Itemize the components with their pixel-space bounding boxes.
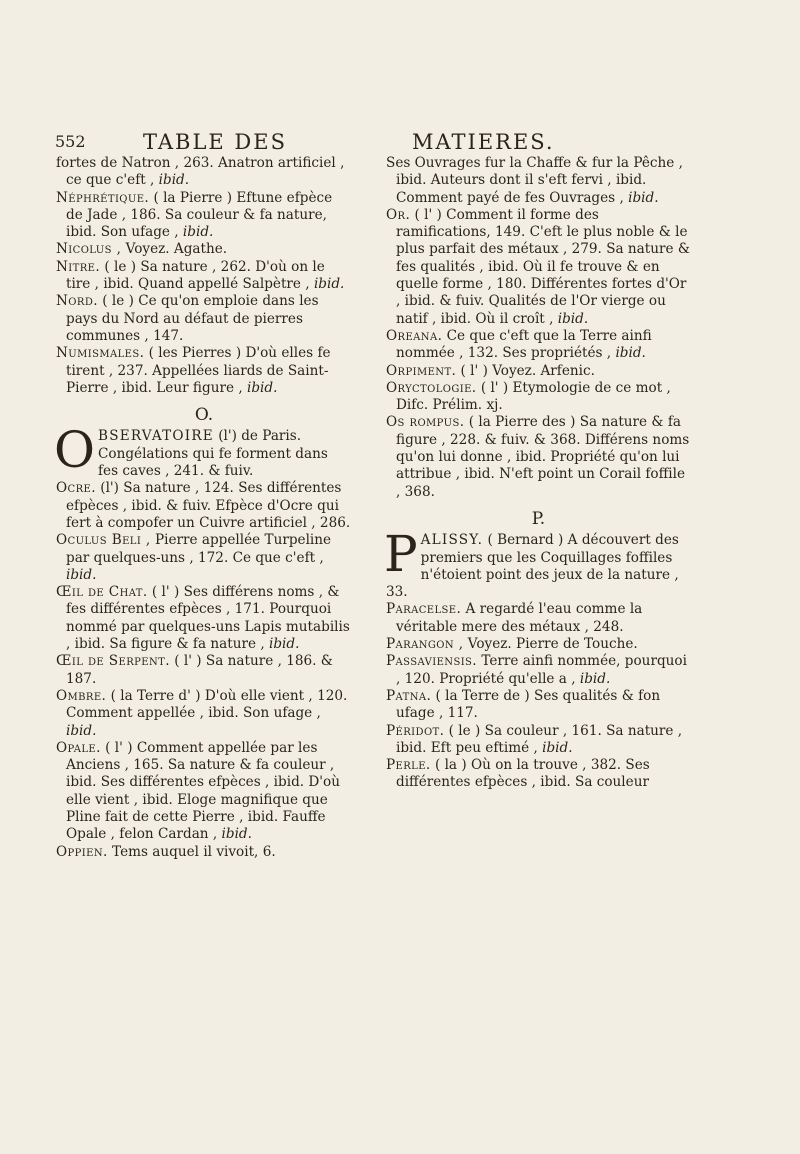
entry-headword: Oryctologie. (386, 379, 477, 396)
entry-headword: Nord. (56, 293, 98, 310)
entry-headword: Paracelse. (386, 601, 462, 618)
index-entry (386, 414, 691, 500)
running-header (55, 130, 735, 156)
entry-headword: Péridot. (386, 722, 445, 739)
entry-text: ( l' ) Ses différens noms , & fes différentes efpèces , 171. Pourquoi nommé par quelques-uns Lapis mutabilis , ibid. Sa figure & fa nature , (66, 584, 350, 653)
entry-headword: Oppien. (56, 843, 108, 860)
entry-text: ( l' ) Sa nature , 186. & 187. (66, 653, 333, 687)
entry-headword: Perle. (386, 757, 431, 774)
entry-headword: Œil de Chat. (56, 584, 148, 601)
entry-headword: Oculus Beli , (56, 532, 151, 549)
entries-before-o (56, 155, 352, 397)
entry-text: ( les Pierres ) D'où elles fe tirent , 237. Appellées liards de Saint-Pierre , ibid. Leur figure , (66, 345, 331, 396)
entry-headword: Ocre. (56, 480, 96, 497)
entry-text: A regardé l'eau comme la véritable mere des métaux , 248. (396, 601, 643, 635)
index-entry (56, 653, 352, 688)
entry-reference: ibid. (313, 276, 345, 293)
entry-text: ( la Pierre des ) Sa nature & fa figure , 228. & fuiv. & 368. Différens noms qu'on lui donne , ibid. Propriété qu'on lui attribue , ibid. N'eft point un Corail foffile , 368. (396, 414, 690, 500)
entry-headword: Néphrétique. (56, 189, 150, 206)
entry-reference: ibid. (246, 379, 278, 396)
index-entry (56, 293, 352, 345)
entry-reference: ibid. (579, 670, 611, 687)
entry-text: ( l' ) Comment appellée par les Anciens , 165. Sa nature & fa couleur , ibid. Ses différentes efpèces , ibid. D'où elle vient , ibid. Eloge magnifique que Pline fait de cette Pierre , ibid. Fauffe Opale , felon Cardan , (66, 739, 340, 843)
entry-headword: Os rompus. (386, 414, 465, 431)
drop-entry-first-word: BSERVATOIRE (98, 428, 214, 445)
entry-text: (l') Sa nature , 124. Ses différentes efpèces , ibid. & fuiv. Efpèce d'Ocre qui fert à compofer un Cuivre artificiel , 286. (66, 480, 351, 531)
entry-text: ( l' ) Etymologie de ce mot , Difc. Prélim. xj. (396, 379, 671, 414)
entry-text: Voyez. Pierre de Touche. (463, 636, 638, 653)
index-entry (386, 380, 691, 415)
index-entry (56, 584, 352, 653)
entry-reference: ibid. (182, 224, 214, 241)
entry-reference: ibid. (158, 172, 190, 189)
index-entry (386, 155, 691, 207)
entry-reference: ibid. (66, 566, 97, 583)
index-entry (386, 601, 691, 636)
entry-headword: Oreana. (386, 327, 443, 344)
drop-entry-first-word: ALISSY. (420, 532, 484, 549)
drop-capital: O (54, 421, 95, 480)
entry-headword: Opale. (56, 739, 101, 756)
entry-text: Ce que c'eft que la Terre ainfi nommée , 132. Ses propriétés , (396, 327, 652, 362)
entry-text: Pierre appellée Turpeline par quelques-uns , 172. Ce que c'eft , (66, 532, 332, 566)
entry-text: ( le ) Sa nature , 262. D'où on le tire , ibid. Quand appellé Salpètre , (66, 258, 325, 293)
entry-text: ( l' ) Comment il forme des ramifications, 149. C'eft le plus noble & le plus parfait des métaux , 279. Sa nature & fes qualités , ibid. Où il fe trouve & en quelle forme , 180. Différentes fortes d'Or , ibid. & fuiv. Qualités de l'Or vierge ou natif , ibid. Où il croît , (396, 206, 690, 327)
entry-headword: Or. (386, 206, 411, 223)
entry-text: Terre ainfi nommée, pourquoi , 120. Propriété qu'elle a , (396, 653, 687, 687)
drop-entry-text: (l') de Paris. Congélations qui fe forment dans fes caves , 241. & fuiv. (98, 428, 328, 480)
entry-headword: Nicolus , (56, 241, 122, 258)
entry-text: Tems auquel il vivoit, 6. (107, 843, 276, 860)
right-column (386, 155, 691, 792)
entry-headword: Nitre. (56, 258, 101, 275)
index-entry (56, 259, 352, 294)
entry-text: ( la Terre d' ) D'où elle vient , 120. Comment appellée , ibid. Son ufage , (66, 687, 348, 722)
entry-headword: Ombre. (56, 687, 107, 704)
entry-headword: Patna. (386, 687, 432, 704)
section-letter-o: O. (194, 405, 214, 426)
entry-reference: ibid. (66, 722, 97, 739)
entry-text: ( le ) Ce qu'on emploie dans les pays du Nord au défaut de pierres communes , 147. (66, 293, 319, 344)
index-entry (386, 757, 691, 792)
index-entry (56, 532, 352, 584)
index-entry (56, 740, 352, 844)
entry-headword: Œil de Serpent. (56, 653, 170, 670)
drop-entry-text: ( Bernard ) A découvert des premiers que les Coquillages foffiles n'étoient point des jeux de la nature , 33. (386, 532, 679, 601)
entry-text: ( la ) Où on la trouve , 382. Ses différentes efpèces , ibid. Sa couleur (396, 757, 650, 791)
entry-text: ( la Pierre ) Eftune efpèce de Jade , 186. Sa couleur & fa nature, ibid. Son ufage , (66, 189, 333, 241)
index-entry (56, 241, 352, 258)
index-entry (386, 636, 691, 653)
entry-text: Voyez. Agathe. (121, 241, 228, 258)
index-entry (386, 653, 691, 688)
header-title-left: TABLE DES (143, 130, 287, 154)
index-entry (56, 345, 352, 397)
left-column (56, 155, 352, 861)
entry-headword: Parangon , (386, 636, 464, 653)
index-entry (56, 155, 352, 190)
index-entry (386, 363, 691, 380)
drop-capital: P (384, 525, 418, 584)
header-title-right: MATIERES. (412, 130, 555, 154)
index-entry (56, 480, 352, 532)
index-entry (56, 844, 352, 861)
index-entry (386, 207, 691, 328)
entry-text: ( l' ) Voyez. Arfenic. (456, 362, 595, 379)
entry-headword: Orpiment. (386, 362, 457, 379)
index-entry (386, 688, 691, 723)
entries-after-o (56, 480, 352, 861)
entry-text: ( la Terre de ) Ses qualités & fon ufage , 117. (396, 687, 661, 722)
entry-reference: ibid. (268, 636, 300, 653)
index-entry (56, 190, 352, 242)
entry-text: fortes de Natron , 263. Anatron artificiel , ce que c'eft , (56, 155, 345, 189)
entry-reference: ibid. (221, 826, 252, 843)
entry-reference: ibid. (542, 739, 573, 756)
entries-before-p (386, 155, 691, 501)
page-number: 552 (55, 132, 86, 151)
index-entry (56, 688, 352, 740)
entry-text: Ses Ouvrages fur la Chaffe & fur la Pêche , ibid. Auteurs dont il s'eft fervi , ibid. Comment payé de fes Ouvrages , (386, 155, 683, 206)
entry-headword: Numismales. (56, 345, 145, 362)
entry-reference: ibid. (628, 189, 659, 206)
drop-entry-observatoire (54, 421, 352, 480)
index-entry (386, 328, 691, 363)
entry-reference: ibid. (557, 310, 589, 327)
entries-after-p (386, 601, 691, 791)
section-letter-p: P. (531, 508, 546, 529)
entry-text: ( le ) Sa couleur , 161. Sa nature , ibid. Eft peu eftimé , (396, 722, 683, 756)
entry-headword: Passaviensis. (386, 653, 478, 670)
index-entry (386, 723, 691, 758)
drop-entry-palissy (384, 525, 691, 601)
entry-reference: ibid. (615, 345, 646, 362)
